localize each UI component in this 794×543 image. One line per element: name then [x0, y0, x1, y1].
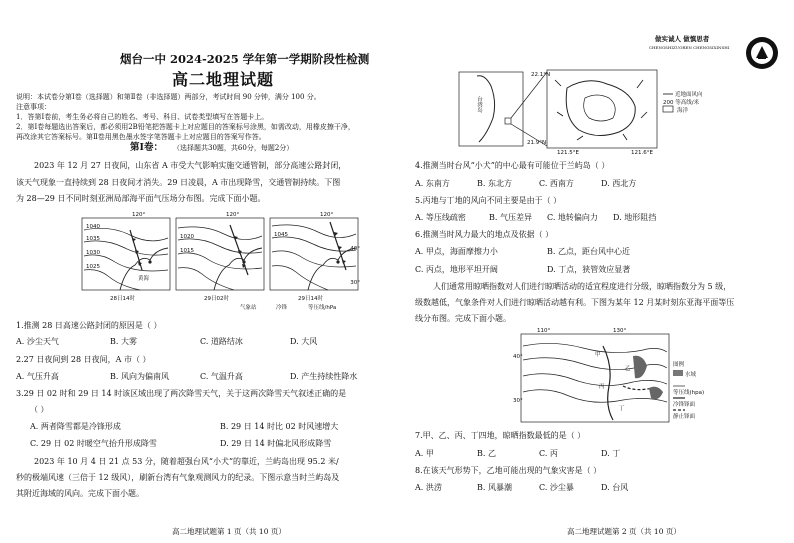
question-2: 2.27 日夜间到 28 日夜间，A 市（ ） — [16, 355, 151, 364]
q3-paren: （ ） — [30, 405, 49, 414]
instruction-line-4: 2．第Ⅰ卷每题选出答案后，都必须用2B铅笔把答题卡上对应题目的答案标号涂黑，如需改动，用橡皮擦干净， — [16, 123, 355, 131]
passage2-line-3: 其附近海域的风向。完成下面小题。 — [16, 489, 144, 498]
east-asia-isobar-map — [513, 326, 713, 426]
q8-option-c[interactable]: C. 沙尘暴 — [539, 483, 574, 492]
lon-130-label: 130° — [613, 328, 627, 334]
point-jia: 甲 — [595, 352, 601, 358]
instruction-line-1: 说明：本试卷分第Ⅰ卷（选择题）和第Ⅱ卷（非选择题）两部分，考试时间 90 分钟，满分 100 分。 — [16, 93, 321, 101]
right-page — [397, 0, 794, 543]
question-4: 4.推测当时台风“小犬”的中心最有可能位于兰屿岛（ ） — [415, 161, 610, 170]
map2-caption: 29日02时 — [204, 296, 229, 302]
legend-station: 气象站 — [240, 305, 257, 310]
legend-cold-front: 冷锋 — [276, 305, 288, 310]
school-motto: 做实诚人 做慎思者 — [655, 35, 710, 43]
q8-option-b[interactable]: B. 风暴潮 — [477, 483, 512, 492]
q7-option-c[interactable]: C. 丙 — [539, 449, 558, 458]
q8-option-d[interactable]: D. 台风 — [601, 483, 629, 492]
lon-121-6-label: 121.6°E — [631, 150, 653, 154]
q4-option-b[interactable]: B. 东北方 — [477, 179, 512, 188]
section-title: 第Ⅰ卷： — [130, 142, 163, 153]
instruction-line-5: 再改涂其它答案标号。第Ⅱ卷用黑色墨水签字笔答题卡上对应题目的答案写作答。 — [16, 133, 266, 141]
school-logo-icon — [745, 36, 779, 70]
point-bing: 丙 — [599, 384, 605, 390]
lat-21-9-label: 21.9°N — [527, 140, 547, 146]
isobar-label-1030: 1030 — [86, 250, 100, 256]
q1-option-a[interactable]: A. 沙尘天气 — [16, 337, 59, 346]
map2-legend-water: 水域 — [685, 372, 697, 378]
legend-isobar: 等压线/hPa — [308, 305, 337, 310]
map1-caption: 28日14时 — [110, 296, 135, 302]
taiwan-island-label: 台湾岛 — [476, 96, 482, 113]
lat-30-label: 30° — [350, 280, 360, 286]
question-5: 5.丙地与丁地的风向不同主要是由于（ ） — [415, 196, 562, 205]
legend-contour: 200 等高线/米 — [663, 100, 700, 106]
q3-option-a[interactable]: A. 两者降雪都是冷锋形成 — [30, 422, 121, 431]
legend-sea: 海洋 — [677, 108, 689, 114]
passage1-line-3: 为 28—29 日不同时刻亚洲局部海平面气压场分布图。完成下面小题。 — [16, 194, 266, 203]
school-motto-pinyin: CHENGSHIZUOREN CHENGSIXINSHI — [649, 45, 730, 50]
isobar-label-1020: 1020 — [180, 234, 194, 240]
passage3-line-1: 人们通常用晾晒指数对人们进行晾晒活动的适宜程度进行分级，晾晒指数分为 5 级， — [433, 282, 732, 291]
question-8: 8.在该天气形势下，乙地可能出现的气象灾害是（ ） — [415, 466, 602, 475]
q2-option-b[interactable]: B. 风向为偏南风 — [110, 372, 169, 381]
lon-121-5-label: 121.5°E — [557, 150, 579, 154]
map2-legend-stationary: 静止锋面 — [673, 414, 696, 420]
q2-option-a[interactable]: A. 气压升高 — [16, 372, 59, 381]
lon-110-label: 110° — [537, 328, 551, 334]
question-6: 6.推测当时风力最大的地点及依据（ ） — [415, 230, 554, 239]
passage1-line-1: 2023 年 12 月 27 日夜间，山东省 A 市受大气影响实施交通管制，部分高速公路封闭， — [34, 161, 347, 170]
map2-lat-40-label: 40° — [513, 354, 523, 360]
passage1-line-2: 该天气现象一直持续到 28 日夜间才消失。29 日凌晨，A 市出现降雪，交通管制持续。下图 — [16, 178, 341, 187]
q4-option-d[interactable]: D. 西北方 — [601, 179, 637, 188]
instruction-line-3: 1．答第Ⅰ卷前，考生务必将自己的姓名、考号、科目、试卷类型填写在答题卡上。 — [16, 113, 269, 121]
q1-option-d[interactable]: D. 大风 — [290, 337, 318, 346]
q7-option-b[interactable]: B. 乙 — [477, 449, 496, 458]
isobar-label-1025: 1025 — [86, 264, 100, 270]
q1-option-c[interactable]: C. 道路结冰 — [200, 337, 243, 346]
q4-option-a[interactable]: A. 东南方 — [415, 179, 450, 188]
map2-lon-label: 120° — [226, 212, 240, 218]
q2-option-d[interactable]: D. 产生持续性降水 — [290, 372, 358, 381]
left-footer: 高二地理试题第 1 页（共 10 页） — [172, 527, 286, 536]
question-3: 3.29 日 02 时和 29 日 14 时该区域出现了两次降雪天气，关于这两次降雪天气叙述正确的是 — [16, 389, 347, 398]
map2-legend-isobar: 等压线(hpa) — [673, 390, 705, 396]
q6-option-d[interactable]: D. 丁点，狭管效应显著 — [547, 265, 631, 274]
subject-title: 高二地理试题 — [172, 70, 275, 89]
isobar-label-1015: 1015 — [180, 248, 194, 254]
q7-option-d[interactable]: D. 丁 — [601, 449, 621, 458]
pressure-maps-figure — [80, 210, 360, 310]
map3-lon-label: 120° — [320, 212, 334, 218]
map1-lon-label: 120° — [132, 212, 146, 218]
point-yi: 乙 — [625, 366, 631, 372]
q5-option-d[interactable]: D. 地形阻挡 — [613, 213, 657, 222]
isobar-label-1035: 1035 — [86, 236, 100, 242]
map2-legend-cold-front: 冷锋锋面 — [673, 402, 696, 408]
isobar-label-1040: 1040 — [86, 224, 100, 230]
question-7: 7.甲、乙、丙、丁四地，晾晒指数最低的是（ ） — [415, 431, 586, 440]
lat-40-label: 40° — [350, 246, 360, 252]
passage2-line-2: 秒的极端风速（三倍于 12 级风），刷新台湾有气象观测风力的纪录。下图示意当时兰屿岛及 — [16, 473, 340, 482]
lat-22-1-label: 22.1°N — [531, 72, 551, 78]
q4-option-c[interactable]: C. 西南方 — [539, 179, 574, 188]
q6-option-a[interactable]: A. 甲点，海面摩擦力小 — [415, 247, 498, 256]
q3-option-c[interactable]: C. 29 日 02 时暖空气抬升形成降雪 — [30, 439, 157, 448]
lanyu-wind-map — [457, 66, 727, 154]
exam-header-title: 烟台一中 2024-2025 学年第一学期阶段性检测 — [120, 52, 370, 66]
q7-option-a[interactable]: A. 甲 — [415, 449, 434, 458]
q5-option-b[interactable]: B. 气压差异 — [489, 213, 532, 222]
section-note: （选择题共30题，共60分，每题2分） — [173, 144, 294, 152]
sea-label: 黄海 — [138, 276, 150, 282]
isobar-label-1045: 1045 — [274, 232, 288, 238]
map2-legend-title: 图例 — [673, 362, 685, 368]
point-ding: 丁 — [619, 406, 625, 412]
q6-option-b[interactable]: B. 乙点，距台风中心近 — [547, 247, 630, 256]
q3-option-b[interactable]: B. 29 日 14 时比 02 时风速增大 — [220, 422, 339, 431]
passage3-line-2: 级数越低，气象条件对人们进行晾晒活动越有利。下图为某年 12 月某时刻东亚海平面等压 — [415, 298, 735, 307]
q6-option-c[interactable]: C. 丙点，地形平坦开阔 — [415, 265, 498, 274]
q8-option-a[interactable]: A. 洪涝 — [415, 483, 442, 492]
passage3-line-3: 线分布图。完成下面小题。 — [415, 314, 511, 323]
q5-option-a[interactable]: A. 等压线疏密 — [415, 213, 466, 222]
question-1: 1.推测 28 日高速公路封闭的原因是（ ） — [16, 321, 162, 330]
right-footer: 高二地理试题第 2 页（共 10 页） — [567, 527, 681, 536]
q2-option-c[interactable]: C. 气温升高 — [200, 372, 243, 381]
map3-caption: 29日14时 — [298, 296, 323, 302]
q5-option-c[interactable]: C. 地转偏向力 — [547, 213, 598, 222]
q3-option-d[interactable]: D. 29 日 14 时偏北风形成降雪 — [220, 439, 332, 448]
passage2-line-1: 2023 年 10 月 4 日 21 点 53 分，随着超强台风“小犬”的靠近，兰屿岛出现 95.2 米/ — [34, 457, 339, 466]
q1-option-b[interactable]: B. 大雾 — [110, 337, 137, 346]
instruction-line-2: 注意事项： — [16, 103, 51, 111]
legend-wind-arrow: 近地面风向 — [675, 92, 703, 98]
map2-lat-30-label: 30° — [513, 398, 523, 404]
